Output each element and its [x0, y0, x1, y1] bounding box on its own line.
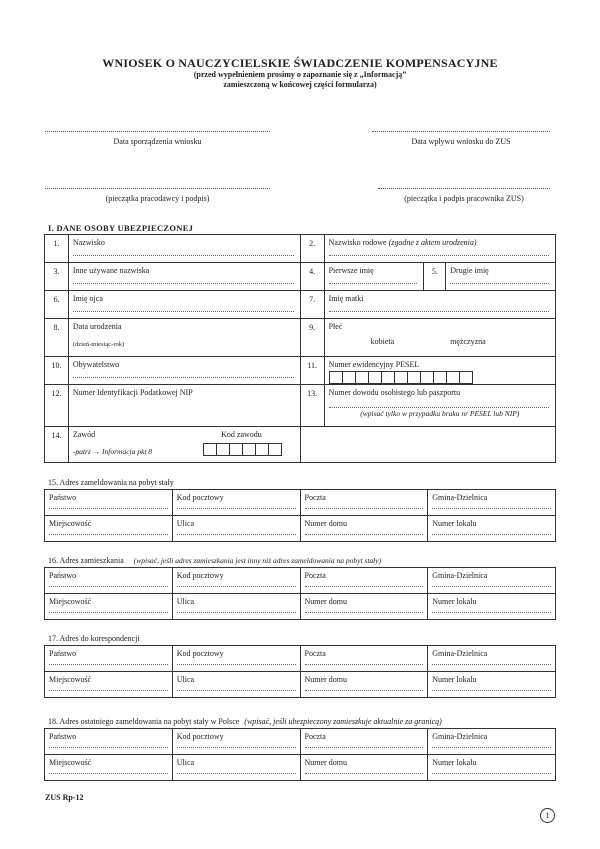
field-number: 5.	[424, 263, 446, 291]
employer-stamp-line[interactable]	[45, 188, 270, 189]
postal-code-label: Kod pocztowy	[176, 493, 224, 502]
house-number-field[interactable]	[300, 755, 428, 781]
street-label: Ulica	[176, 758, 195, 767]
post-office-field[interactable]	[300, 568, 428, 594]
commune-label: Gmina-Dzielnica	[432, 571, 488, 580]
section-1-heading: I. DANE OSOBY UBEZPIECZONEJ	[48, 223, 194, 233]
address-18-title: 18. Adres ostatniego zameldowania na pobyt stały w Polsce	[48, 717, 240, 726]
field-number: 14.	[45, 427, 69, 463]
sex-label: Płeć	[328, 322, 343, 331]
postal-code-field[interactable]	[172, 729, 300, 755]
commune-label: Gmina-Dzielnica	[432, 649, 488, 658]
profession-label: Zawód	[72, 430, 96, 439]
other-surnames-label: Inne używane nazwiska	[72, 266, 150, 275]
form-code: ZUS Rp-12	[45, 793, 84, 802]
street-label: Ulica	[176, 519, 195, 528]
house-number-label: Numer domu	[304, 597, 347, 606]
field-number: 13.	[300, 385, 324, 427]
field-number: 7.	[300, 291, 324, 319]
id-document-field[interactable]	[324, 385, 555, 427]
house-number-field[interactable]	[300, 672, 428, 698]
postal-code-label: Kod pocztowy	[176, 571, 224, 580]
postal-code-field[interactable]	[172, 646, 300, 672]
field-number: 12.	[45, 385, 69, 427]
address-16-title: 16. Adres zamieszkania	[48, 556, 124, 565]
field-number: 9.	[300, 319, 324, 357]
city-label: Miejscowość	[49, 675, 92, 684]
sex-option-female[interactable]: kobieta	[370, 337, 395, 346]
birth-date-label: Data urodzenia	[72, 322, 122, 331]
id-document-label: Numer dowodu osobistego lub paszportu	[328, 388, 461, 397]
city-field[interactable]	[45, 516, 173, 542]
pesel-field[interactable]	[324, 357, 555, 385]
commune-field[interactable]	[428, 729, 556, 755]
postal-code-field[interactable]	[172, 490, 300, 516]
surname-label: Nazwisko	[72, 238, 105, 247]
address-15-table	[44, 489, 556, 542]
country-label: Państwo	[49, 649, 77, 658]
form-subtitle: (przed wypełnieniem prosimy o zapoznanie się z „Informacją”	[193, 70, 407, 79]
flat-number-label: Numer lokalu	[432, 519, 477, 528]
mother-name-field[interactable]	[324, 291, 555, 319]
address-18-heading	[48, 717, 442, 726]
date-inflow-line[interactable]	[372, 131, 550, 132]
personal-data-table	[44, 234, 556, 463]
field-number: 1.	[45, 235, 69, 263]
date-prepared-line[interactable]	[45, 131, 270, 132]
pesel-boxes[interactable]	[325, 369, 555, 384]
commune-label: Gmina-Dzielnica	[432, 732, 488, 741]
second-name-label: Drugie imię	[450, 266, 489, 275]
nip-field[interactable]	[68, 385, 300, 427]
father-name-label: Imię ojca	[72, 294, 103, 303]
postal-code-label: Kod pocztowy	[176, 732, 224, 741]
commune-field[interactable]	[428, 490, 556, 516]
commune-field[interactable]	[428, 568, 556, 594]
country-field[interactable]	[45, 646, 173, 672]
father-name-field[interactable]	[68, 291, 300, 319]
city-field[interactable]	[45, 755, 173, 781]
profession-code-label: Kod zawodu	[221, 430, 262, 439]
birth-date-field[interactable]	[68, 319, 300, 357]
country-label: Państwo	[49, 571, 77, 580]
address-18-note: (wpisać, jeśli ubezpieczony zamieszkuje aktualnie za granicą)	[244, 717, 442, 726]
address-16-table	[44, 567, 556, 620]
field-number: 4.	[300, 263, 324, 291]
house-number-label: Numer domu	[304, 519, 347, 528]
form-subtitle-2: zamieszczoną w końcowej części formularza)	[223, 80, 377, 89]
city-field[interactable]	[45, 594, 173, 620]
address-17-heading: 17. Adres do korespondencji	[48, 634, 140, 643]
citizenship-label: Obywatelstwo	[72, 360, 120, 369]
post-office-label: Poczta	[304, 493, 326, 502]
house-number-label: Numer domu	[304, 758, 347, 767]
city-label: Miejscowość	[49, 597, 92, 606]
first-name-field[interactable]	[324, 263, 424, 291]
citizenship-field[interactable]	[68, 357, 300, 385]
field-number: 2.	[300, 235, 324, 263]
address-17-table	[44, 645, 556, 698]
nip-label: Numer Identyfikacji Podatkowej NIP	[72, 388, 193, 397]
house-number-field[interactable]	[300, 516, 428, 542]
post-office-field[interactable]	[300, 646, 428, 672]
address-18-table	[44, 728, 556, 781]
address-16-note: (wpisać, jeśli adres zamieszkania jest inny niż adres zameldowania na pobyt stały)	[133, 556, 382, 565]
street-field[interactable]	[172, 672, 300, 698]
page-number: 1	[540, 808, 555, 823]
flat-number-field[interactable]	[428, 672, 556, 698]
form-title: WNIOSEK O NAUCZYCIELSKIE ŚWIADCZENIE KOMPENSACYJNE	[102, 56, 498, 70]
street-field[interactable]	[172, 755, 300, 781]
house-number-field[interactable]	[300, 594, 428, 620]
commune-label: Gmina-Dzielnica	[432, 493, 488, 502]
city-label: Miejscowość	[49, 758, 92, 767]
profession-code-boxes[interactable]	[203, 443, 281, 456]
sex-field[interactable]	[324, 319, 555, 357]
address-15-heading: 15. Adres zameldowania na pobyt stały	[48, 478, 174, 487]
birth-surname-note: (zgodne z aktem urodzenia)	[388, 238, 477, 247]
commune-field[interactable]	[428, 646, 556, 672]
country-field[interactable]	[45, 490, 173, 516]
street-field[interactable]	[172, 594, 300, 620]
date-prepared-label: Data sporządzenia wniosku	[113, 137, 202, 146]
pesel-label: Numer ewidencyjny PESEL	[328, 360, 420, 369]
post-office-label: Poczta	[304, 571, 326, 580]
country-label: Państwo	[49, 493, 77, 502]
field-number: 6.	[45, 291, 69, 319]
zus-stamp-label: (pieczątka i podpis pracownika ZUS)	[404, 194, 524, 203]
flat-number-label: Numer lokalu	[432, 597, 477, 606]
profession-note: -patrz → Informacja pkt 8	[72, 447, 153, 456]
post-office-field[interactable]	[300, 729, 428, 755]
sex-option-male[interactable]: mężczyzna	[450, 337, 486, 346]
empty-cell	[300, 427, 555, 463]
id-document-note: (wpisać tylko w przypadku braku nr PESEL lub NIP)	[360, 409, 520, 418]
surname-field[interactable]	[68, 235, 300, 263]
post-office-label: Poczta	[304, 649, 326, 658]
postal-code-field[interactable]	[172, 568, 300, 594]
city-field[interactable]	[45, 672, 173, 698]
city-label: Miejscowość	[49, 519, 92, 528]
street-field[interactable]	[172, 516, 300, 542]
birth-date-note: (dzień-miesiąc-rok)	[72, 341, 125, 348]
street-label: Ulica	[176, 675, 195, 684]
country-field[interactable]	[45, 568, 173, 594]
mother-name-label: Imię matki	[328, 294, 364, 303]
post-office-label: Poczta	[304, 732, 326, 741]
birth-surname-label: Nazwisko rodowe	[328, 238, 387, 247]
address-16-heading	[48, 556, 381, 565]
profession-field[interactable]	[68, 427, 300, 463]
house-number-label: Numer domu	[304, 675, 347, 684]
birth-surname-field[interactable]	[324, 235, 555, 263]
first-name-label: Pierwsze imię	[328, 266, 374, 275]
field-number: 3.	[45, 263, 69, 291]
country-field[interactable]	[45, 729, 173, 755]
postal-code-label: Kod pocztowy	[176, 649, 224, 658]
flat-number-field[interactable]	[428, 594, 556, 620]
zus-stamp-line[interactable]	[378, 188, 550, 189]
flat-number-field[interactable]	[428, 755, 556, 781]
country-label: Państwo	[49, 732, 77, 741]
second-name-field[interactable]	[446, 263, 556, 291]
other-surnames-field[interactable]	[68, 263, 300, 291]
field-number: 10.	[45, 357, 69, 385]
date-inflow-label: Data wpływu wniosku do ZUS	[411, 137, 511, 146]
flat-number-label: Numer lokalu	[432, 675, 477, 684]
employer-stamp-label: (pieczątka pracodawcy i podpis)	[105, 194, 210, 203]
field-number: 8.	[45, 319, 69, 357]
street-label: Ulica	[176, 597, 195, 606]
post-office-field[interactable]	[300, 490, 428, 516]
flat-number-field[interactable]	[428, 516, 556, 542]
field-number: 11.	[300, 357, 324, 385]
flat-number-label: Numer lokalu	[432, 758, 477, 767]
